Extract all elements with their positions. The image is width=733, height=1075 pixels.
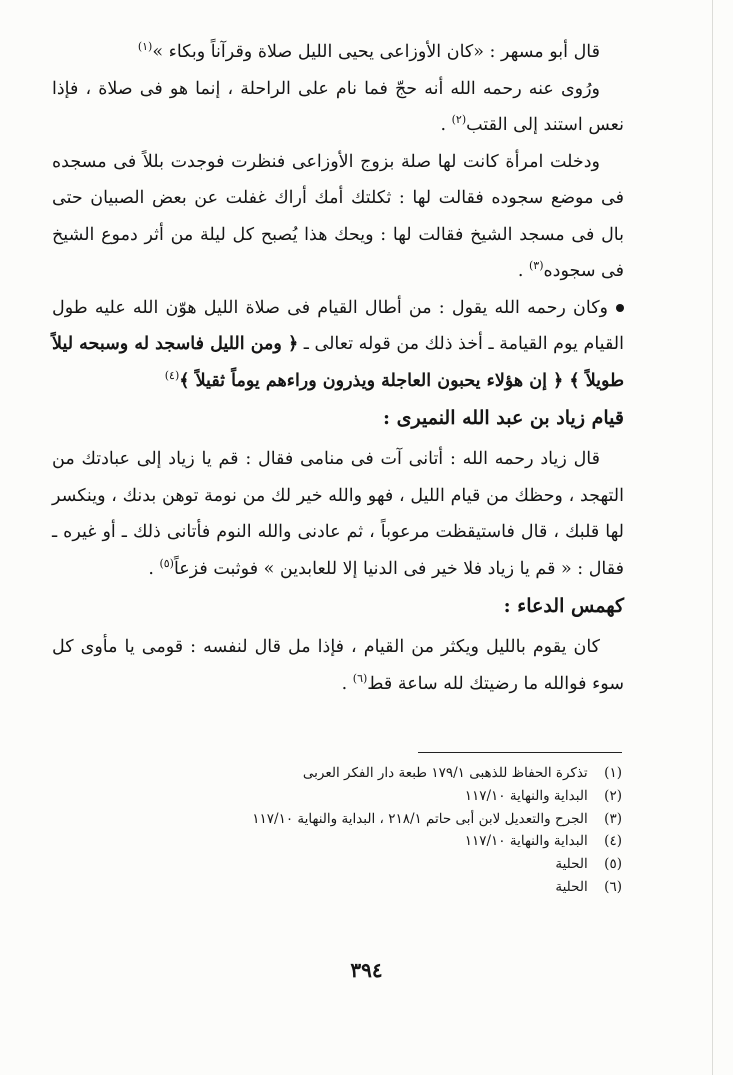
footnote-text: الحلية bbox=[555, 878, 588, 895]
footnote-number: (٦) bbox=[604, 878, 622, 895]
section-heading-ziyad: قيام زياد بن عبد الله النميرى : bbox=[383, 407, 624, 429]
paragraph-end: . bbox=[517, 261, 529, 281]
footnote-text: الحلية bbox=[555, 856, 588, 873]
paragraph-text: وكان رحمه الله يقول : من أطال القيام فى صلاة الليل هوّن الله عليه طول القيام يوم القيامة ـ أخذ ذلك من قوله تعالى ـ bbox=[52, 297, 624, 354]
footnote-item bbox=[150, 808, 622, 831]
paragraph-qiyam bbox=[52, 290, 624, 400]
footnotes bbox=[150, 762, 622, 899]
paragraph-text: قال أبو مسهر : «كان الأوزاعى يحيى الليل صلاة وقرآناً وبكاء » bbox=[152, 42, 600, 62]
footnote-number: (٤) bbox=[604, 833, 622, 850]
footnote-number: (٢) bbox=[604, 787, 622, 804]
footnote-text: تذكرة الحفاظ للذهبى ١٧٩/١ طبعة دار الفكر العربى bbox=[302, 765, 588, 781]
footnote-ref: (١) bbox=[137, 40, 153, 54]
paragraph-text: ودخلت امرأة كانت لها صلة بزوج الأوزاعى فنظرت فوجدت بللاً فى مسجده فى موضع سجوده فقالت لها : ثكلتك أمك أراك غفلت عن بعض الصبيان حتى بال فى مسجد الشيخ فقالت لها : ويحك هذا يُصبح كل ليلة من أثر دموع الشيخ فى سجوده bbox=[52, 151, 624, 281]
footnote-ref: (٦) bbox=[352, 671, 368, 685]
footnote-item bbox=[150, 830, 622, 853]
footnote-number: (١) bbox=[604, 765, 622, 781]
section-heading-kahmas: كهمس الدعاء : bbox=[503, 595, 624, 617]
footnote-text: البداية والنهاية ١١٧/١٠ bbox=[464, 833, 588, 850]
paragraph-woman bbox=[52, 144, 624, 290]
paragraph-abu-mushir bbox=[52, 34, 624, 71]
paragraph-text: كان يقوم بالليل ويكثر من القيام ، فإذا مل قال لنفسه : قومى يا مأوى كل سوء فوالله ما رضيتك لله ساعة قط bbox=[52, 637, 624, 694]
paragraph-end: . bbox=[341, 673, 353, 694]
paragraph-text: قال زياد رحمه الله : أتانى آت فى منامى فقال : قم يا زياد إلى عبادتك من التهجد ، وحظك من قيام الليل ، فهو والله خير لك من نومة توهن بدنك ، وينكسر لها قلبك ، قال فاستيقظت مرعوباً ، ثم عادنى والله النوم فأتانى ذلك ـ أو غيره ـ فقال : « قم يا زياد فلا خير فى الدنيا إلا للعابدين » فوثبت فزعاً bbox=[52, 449, 624, 579]
footnote-text: الجرح والتعديل لابن أبى حاتم ٢١٨/١ ، البداية والنهاية ١١٧/١٠ bbox=[252, 810, 588, 827]
footnote-item bbox=[150, 762, 622, 785]
paragraph-ziyad bbox=[52, 441, 624, 587]
footnote-number: (٣) bbox=[604, 810, 622, 827]
footnote-number: (٥) bbox=[604, 856, 622, 873]
footnote-item bbox=[150, 853, 622, 876]
footnote-ref: (٥) bbox=[159, 556, 174, 570]
paragraph-hajj bbox=[52, 71, 624, 144]
paragraph-kahmas bbox=[52, 629, 624, 702]
footnote-divider bbox=[418, 752, 622, 753]
main-text bbox=[52, 34, 624, 702]
footnote-ref: (٣) bbox=[529, 259, 544, 273]
footnote-text: البداية والنهاية ١١٧/١٠ bbox=[464, 787, 588, 804]
bullet-icon bbox=[616, 304, 624, 312]
footnote-item bbox=[150, 876, 622, 899]
quran-quote: ﴿ ومن الليل فاسجد له وسبحه ليلاً طويلاً ﴾ ﴿ إن هؤلاء يحبون العاجلة ويذرون وراءهم يوماً ثقيلاً ﴾ bbox=[52, 334, 624, 391]
page-edge-divider bbox=[712, 0, 713, 1075]
footnote-ref: (٤) bbox=[164, 368, 180, 382]
footnote-item bbox=[150, 785, 622, 808]
paragraph-text: ورُوى عنه رحمه الله أنه حجّ فما نام على الراحلة ، إنما هو فى صلاة ، فإذا نعس استند إلى القتب bbox=[52, 78, 624, 135]
page-number: ٣٩٤ bbox=[350, 958, 383, 982]
footnote-ref: (٢) bbox=[451, 113, 467, 127]
paragraph-end: . bbox=[440, 115, 452, 135]
paragraph-end: . bbox=[148, 558, 160, 579]
